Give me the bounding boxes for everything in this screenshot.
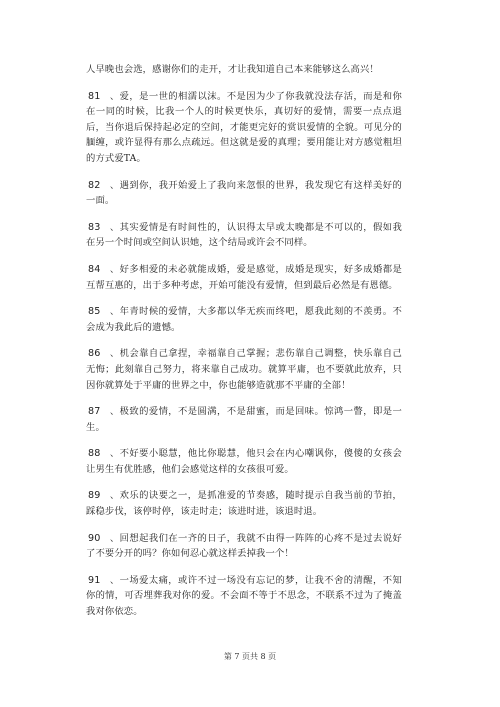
entry-paragraph bbox=[86, 304, 402, 335]
entry-paragraph bbox=[86, 346, 402, 393]
entry-number: 81 bbox=[88, 90, 101, 102]
entry-text: 、不好要小聪慧，他比你聪慧，他只会在内心嘲讽你，傻傻的女孩会让男生有优胜感，他们会感觉这样的女孩很可爱。 bbox=[86, 448, 402, 475]
entry-paragraph bbox=[86, 531, 402, 562]
entry-paragraph bbox=[86, 446, 402, 477]
entry-paragraph bbox=[86, 178, 402, 209]
document-body bbox=[86, 62, 402, 631]
entry-number: 88 bbox=[88, 448, 101, 460]
entry-text: 、好多相爱的未必就能成婚，爱是感觉，成婚是现实，好多成婚都是互帮互惠的，出于多种考虑，开始可能没有爱情，但到最后必然是有恩德。 bbox=[86, 263, 402, 291]
entry-number: 85 bbox=[88, 306, 101, 318]
entry-number: 87 bbox=[88, 406, 101, 418]
entry-paragraph bbox=[86, 89, 402, 167]
entry-text: 、回想起我们在一齐的日子，我就不由得一阵阵的心疼不是过去说好了不要分开的吗？你如何忍心就这样丢掉我一个！ bbox=[86, 532, 402, 560]
entry-text: 、欢乐的诀要之一，是抓准爱的节奏感，随时提示自我当前的节拍，踩稳步伐，该停时停，该走时走；该进时进，该退时退。 bbox=[86, 490, 402, 518]
entry-number: 83 bbox=[88, 221, 101, 233]
entry-paragraph bbox=[86, 220, 402, 251]
entry-text: 、爱，是一世的相濡以沫。不是因为少了你我就没法存活，而是和你在一同的时候，比我一个人的时候更快乐，真切好的爱情，需要一点点退后，当你退后保持起必定的空间，才能更完好的赏识爱情的全貌。可见分的腼缠，或许显得有那么点疏远。但这就是爱的真理；要用能让对方感觉粗坦的方式爱TA。 bbox=[86, 90, 402, 164]
entry-text: 、其实爱情是有时间性的，认识得太早或太晚都是不可以的，假如我在另一个时间或空间认识她，这个结局或许会不同样。 bbox=[86, 221, 402, 249]
intro-paragraph: 人早晚也会选，感谢你们的走开，才让我知道自己本来能够这么高兴！ bbox=[86, 64, 379, 75]
entry-paragraph bbox=[86, 573, 402, 620]
entry-number: 84 bbox=[88, 263, 101, 275]
entry-list bbox=[86, 89, 402, 620]
entry-text: 、一场爱太痛，或许不过一场没有忘记的梦，让我不舍的清醒，不知你的情，可否埋葬我对你的爱。不会面不等于不思念，不联系不过为了掩盖我对你依恋。 bbox=[86, 574, 402, 618]
entry-paragraph bbox=[86, 404, 402, 435]
entry-number: 89 bbox=[88, 490, 101, 502]
entry-text: 、极致的爱情，不是圆满，不是甜蜜，而是回味。惊鸿一瞥，即是一生。 bbox=[86, 406, 402, 433]
entry-paragraph bbox=[86, 488, 402, 519]
entry-text: 、机会靠自己拿捏，幸福靠自己掌握；悲伤靠自己调整，快乐靠自己无悔；此刻靠自己努力，将来靠自己成功。就算平庸，也不要就此放弃，只因你就算处于平庸的世界之中，你也能够造就那不平庸的全部！ bbox=[86, 348, 402, 391]
page-footer: 第 7 页共 8 页 bbox=[223, 652, 277, 661]
entry-text: 、年青时候的爱情，大多都以华无疾而终吧，愿我此刻的不羡勇。不会成为我此后的遗憾。 bbox=[86, 306, 402, 333]
entry-number: 90 bbox=[88, 532, 101, 544]
entry-paragraph bbox=[86, 262, 402, 293]
entry-number: 91 bbox=[88, 574, 101, 586]
entry-number: 82 bbox=[88, 179, 101, 191]
entry-number: 86 bbox=[88, 348, 101, 360]
entry-text: 、遇到你，我开始爱上了我向来忽恨的世界，我发现它有这样美好的一面。 bbox=[86, 179, 402, 207]
